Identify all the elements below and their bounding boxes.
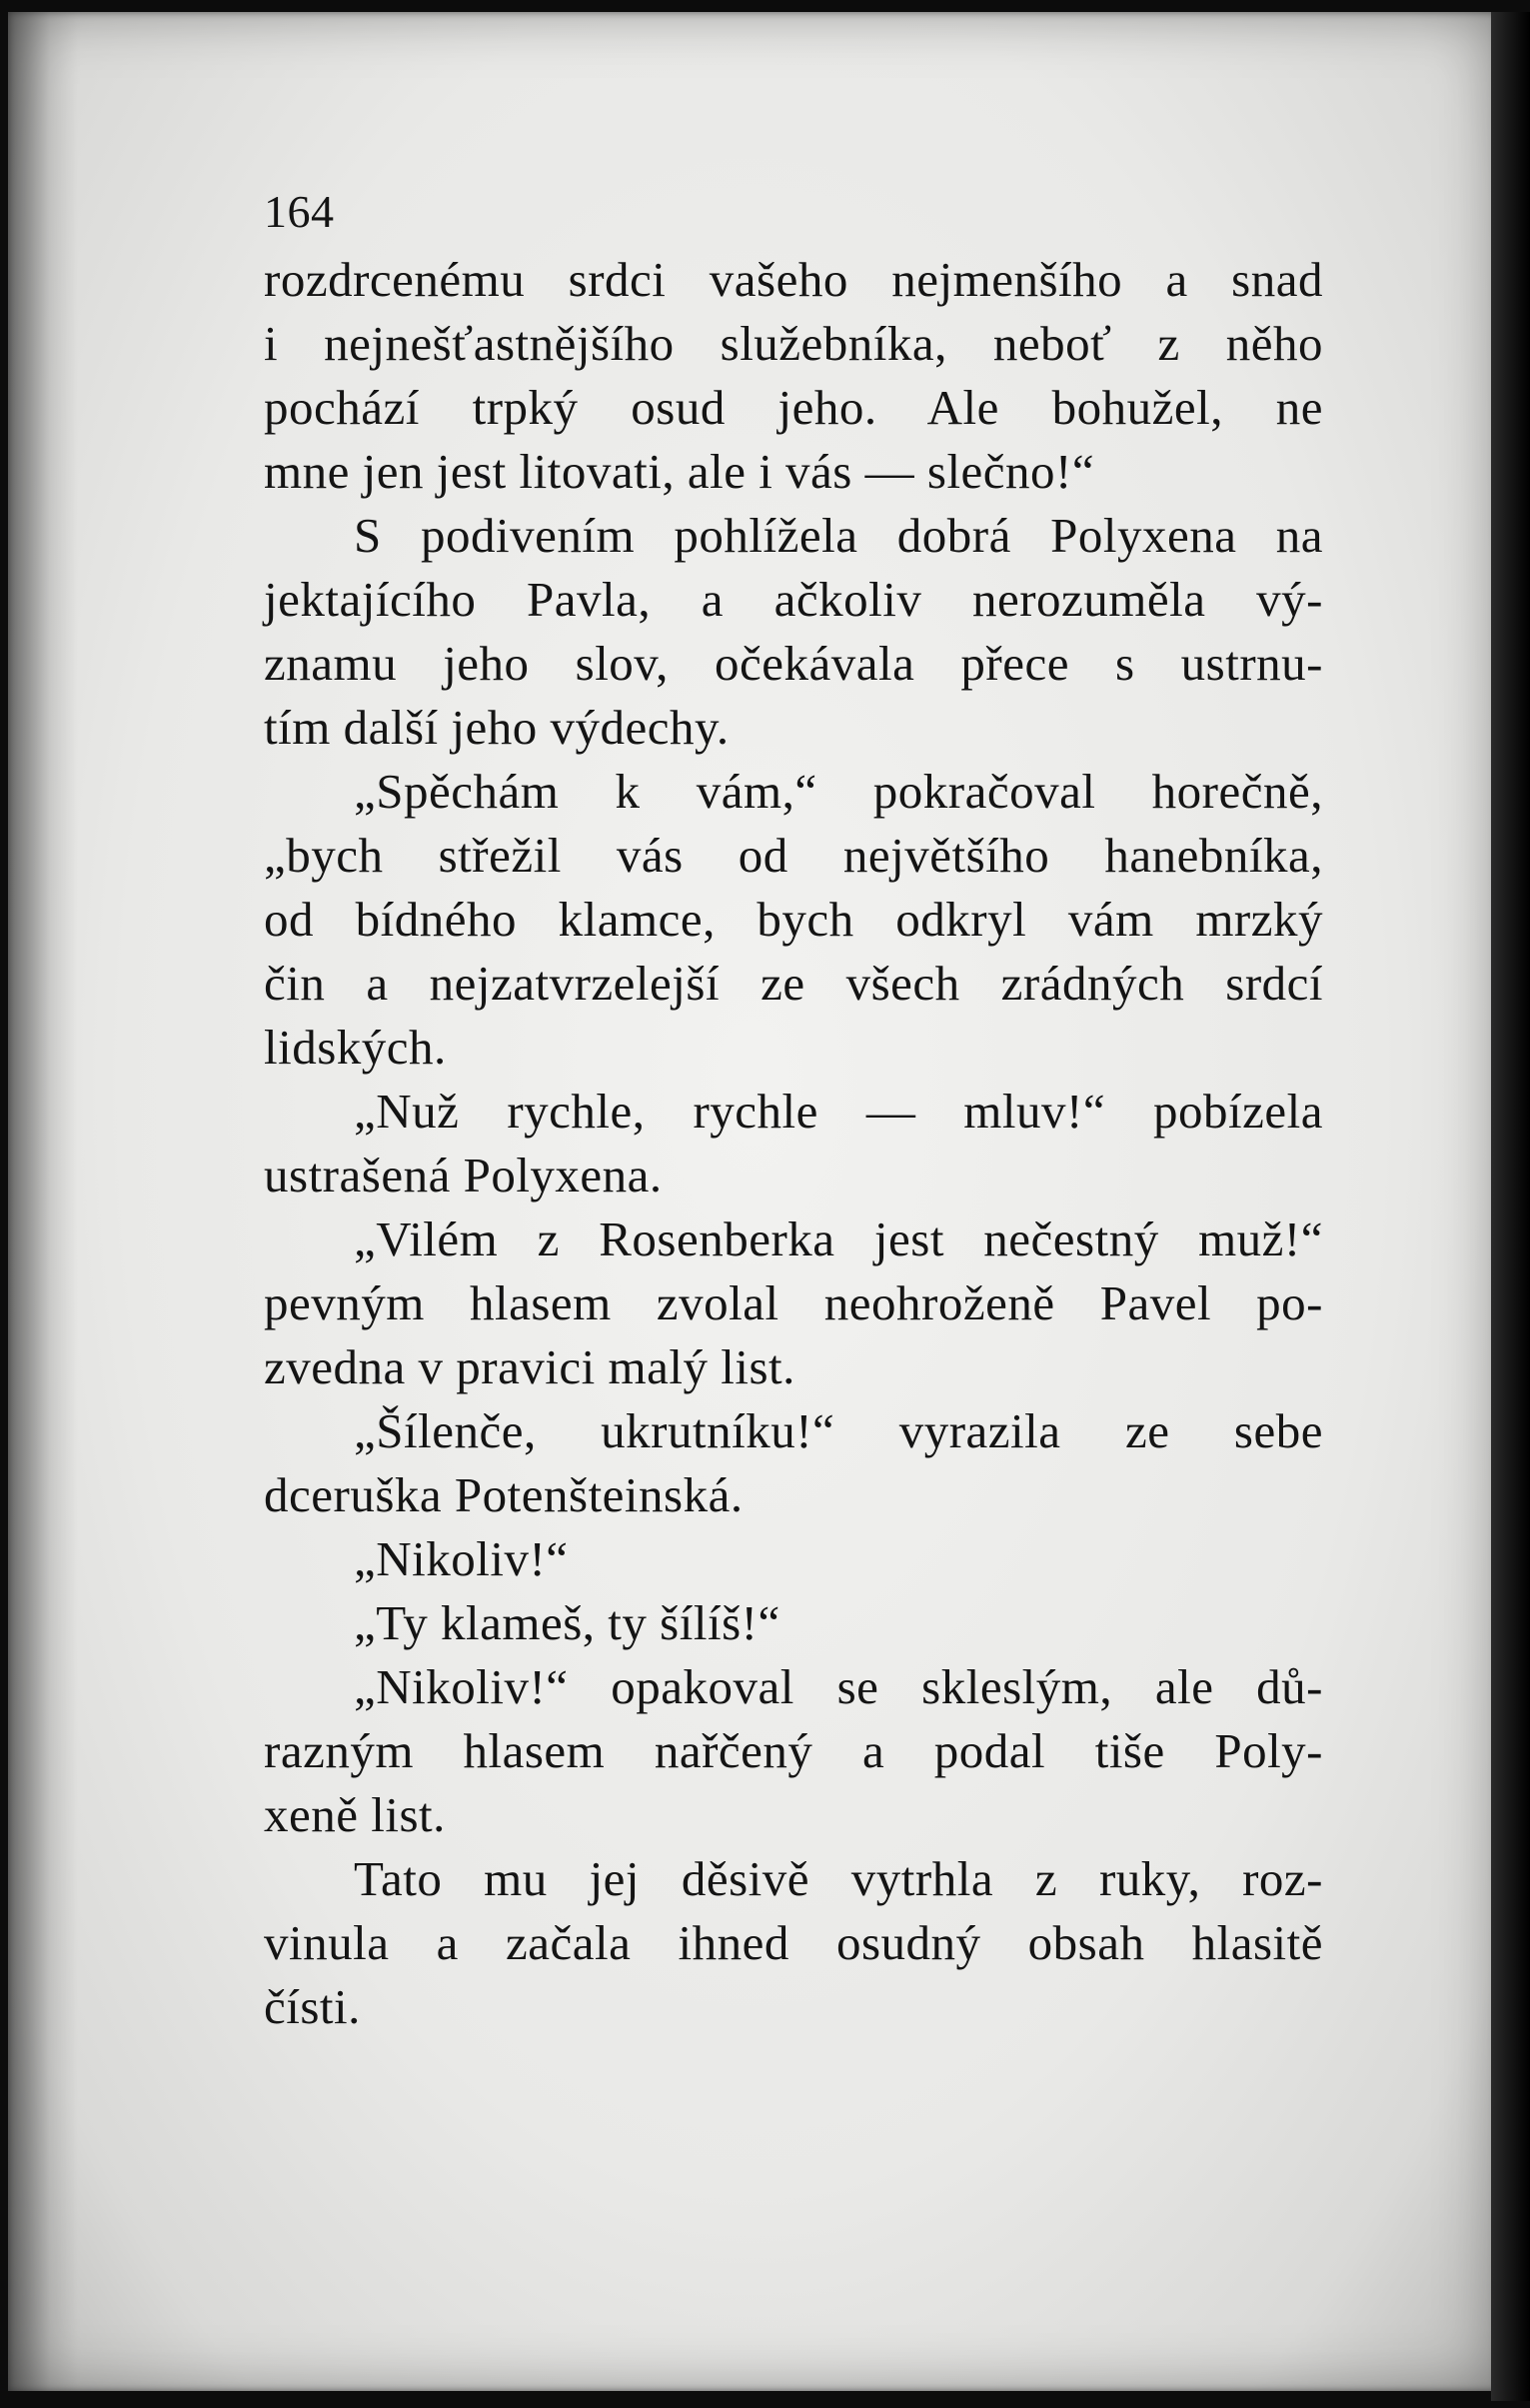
text-line: S podivením pohlížela dobrá Polyxena na <box>354 508 1323 563</box>
paragraph <box>264 504 1323 760</box>
paragraph <box>264 1847 1323 2039</box>
text-line: tím další jeho výdechy. <box>264 700 730 755</box>
text-line: od bídného klamce, bych odkryl vám mrzký <box>264 892 1323 947</box>
paragraph <box>264 760 1323 1080</box>
page-text <box>264 180 1323 2039</box>
text-line: i nejnešťastnějšího služebníka, neboť z něho <box>264 316 1323 371</box>
text-line: Tato mu jej děsivě vytrhla z ruky, roz- <box>354 1851 1323 1906</box>
text-line: „Ty klameš, ty šílíš!“ <box>354 1595 780 1650</box>
text-line: dceruška Potenšteinská. <box>264 1467 744 1522</box>
text-line: rozdrcenému srdci vašeho nejmenšího a snad <box>264 252 1323 307</box>
text-line: lidských. <box>264 1020 447 1075</box>
text-line: „Nuž rychle, rychle — mluv!“ pobízela <box>354 1084 1323 1139</box>
text-line: „Spěchám k vám,“ pokračoval horečně, <box>354 764 1323 819</box>
text-line: xeně list. <box>264 1787 446 1842</box>
text-line: „Šílenče, ukrutníku!“ vyrazila ze sebe <box>354 1403 1323 1458</box>
text-line: zvedna v pravici malý list. <box>264 1339 795 1394</box>
page-number: 164 <box>264 186 335 237</box>
text-line: pevným hlasem zvolal neohroženě Pavel po- <box>264 1275 1323 1330</box>
paragraph <box>264 1399 1323 1527</box>
text-line: „bych střežil vás od největšího hanebníka, <box>264 828 1323 883</box>
text-line: ustrašená Polyxena. <box>264 1148 663 1203</box>
text-line: „Nikoliv!“ <box>354 1531 569 1586</box>
paragraph-list <box>264 248 1323 2039</box>
paragraph <box>264 1655 1323 1847</box>
paragraph <box>264 1080 1323 1207</box>
page-edge <box>1491 12 1530 2401</box>
text-line: „Vilém z Rosenberka jest nečestný muž!“ <box>354 1211 1323 1266</box>
text-line: znamu jeho slov, očekávala přece s ustrnu- <box>264 636 1323 691</box>
text-line: pochází trpký osud jeho. Ale bohužel, ne <box>264 380 1323 435</box>
text-line: razným hlasem nařčený a podal tiše Poly- <box>264 1723 1323 1778</box>
text-line: „Nikoliv!“ opakoval se skleslým, ale dů- <box>354 1659 1323 1714</box>
text-line: čin a nejzatvrzelejší ze všech zrádných srdcí <box>264 956 1323 1011</box>
text-line: mne jen jest litovati, ale i vás — slečno!“ <box>264 444 1095 499</box>
spine-shadow <box>8 12 78 2391</box>
paragraph <box>264 248 1323 504</box>
paragraph <box>264 1591 1323 1655</box>
text-line: jektajícího Pavla, a ačkoliv nerozuměla vý- <box>264 572 1323 627</box>
text-line: vinula a začala ihned osudný obsah hlasitě <box>264 1915 1323 1970</box>
paragraph <box>264 1207 1323 1399</box>
text-line: čísti. <box>264 1979 361 2034</box>
paragraph <box>264 1527 1323 1591</box>
